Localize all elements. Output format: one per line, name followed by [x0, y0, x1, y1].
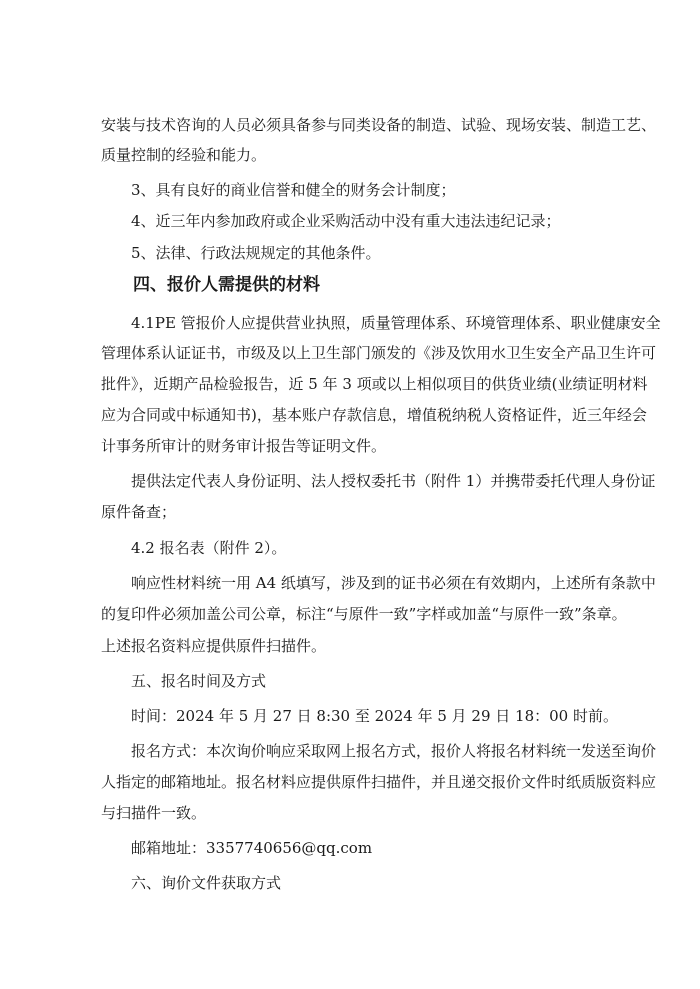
body-line: 人指定的邮箱地址。报名材料应提供原件扫描件，并且递交报价文件时纸质版资料应	[101, 773, 657, 791]
body-line: 管理体系认证证书，市级及以上卫生部门颁发的《涉及饮用水卫生安全产品卫生许可	[101, 344, 657, 362]
body-line: 4.2 报名表（附件 2）。	[131, 539, 287, 557]
body-line: 安装与技术咨询的人员必须具备参与同类设备的制造、试验、现场安装、制造工艺、	[101, 116, 657, 134]
body-line: 报名方式：本次询价响应采取网上报名方式，报价人将报名材料统一发送至询价	[131, 742, 657, 760]
body-line: 上述报名资料应提供原件扫描件。	[101, 637, 327, 655]
email-address: 邮箱地址：3357740656@qq.com	[131, 839, 373, 857]
body-line: 4.1PE 管报价人应提供营业执照，质量管理体系、环境管理体系、职业健康安全	[131, 314, 661, 332]
list-item-5: 5、法律、行政法规规定的其他条件。	[131, 244, 381, 262]
body-line: 与扫描件一致。	[101, 804, 207, 822]
body-line: 的复印件必须加盖公司公章，标注“与原件一致”字样或加盖“与原件一致”条章。	[101, 605, 627, 623]
body-line: 计事务所审计的财务审计报告等证明文件。	[101, 437, 387, 455]
body-line: 提供法定代表人身份证明、法人授权委托书（附件 1）并携带委托代理人身份证	[131, 472, 656, 490]
section-heading-6: 六、询价文件获取方式	[131, 874, 282, 892]
list-item-3: 3、具有良好的商业信誉和健全的财务会计制度；	[131, 181, 456, 199]
section-heading-4: 四、报价人需提供的材料	[133, 275, 320, 295]
body-line: 响应性材料统一用 A4 纸填写，涉及到的证书必须在有效期内，上述所有条款中	[131, 574, 656, 592]
body-line: 应为合同或中标通知书)，基本账户存款信息，增值税纳税人资格证件，近三年经会	[101, 406, 647, 424]
body-line: 质量控制的经验和能力。	[101, 146, 267, 164]
body-line: 批件》，近期产品检验报告，近 5 年 3 项或以上相似项目的供货业绩(业绩证明材料	[101, 375, 648, 393]
list-item-4: 4、近三年内参加政府或企业采购活动中没有重大违法违纪记录；	[131, 212, 561, 230]
body-line: 原件备查；	[101, 503, 177, 521]
body-line: 时间：2024 年 5 月 27 日 8:30 至 2024 年 5 月 29 日 18：00 时前。	[131, 707, 618, 725]
section-heading-5: 五、报名时间及方式	[131, 672, 267, 690]
